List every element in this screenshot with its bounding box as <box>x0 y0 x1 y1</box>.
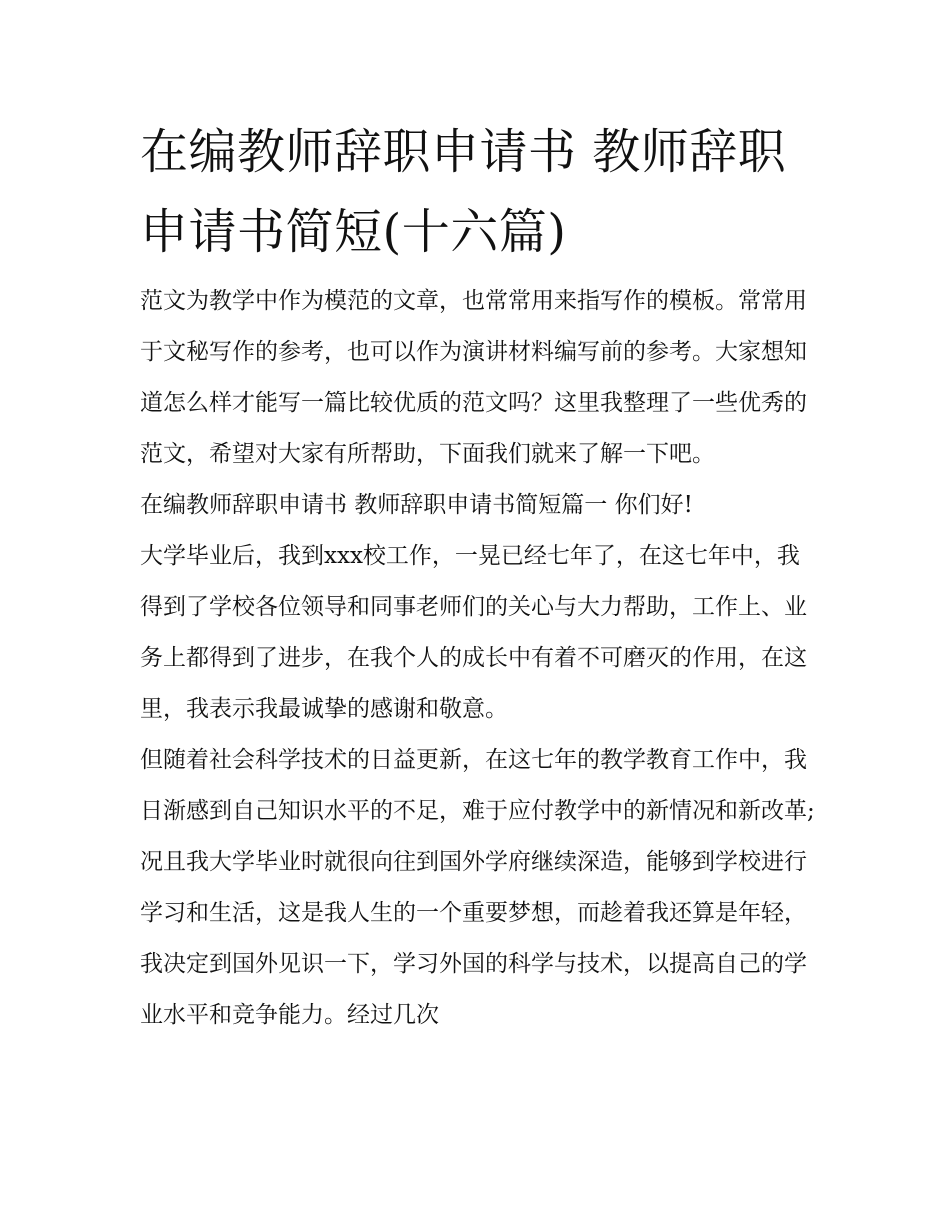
intro-paragraph: 范文为教学中作为模范的文章，也常常用来指写作的模板。常常用于文秘写作的参考，也可以作为演讲材料编写前的参考。大家想知道怎么样才能写一篇比较优质的范文吗？这里我整理了一些优秀的范文，希望对大家有所帮助，下面我们就来了解一下吧。 <box>140 288 807 467</box>
body-paragraph: 但随着社会科学技术的日益更新，在这七年的教学教育工作中，我日渐感到自己知识水平的不足，难于应付教学中的新情况和新改革;况且我大学毕业时就很向往到国外学府继续深造，能够到学校进行学习和生活，这是我人生的一个重要梦想，而趁着我还算是年轻，我决定到国外见识一下，学习外国的科学与技术，以提高自己的学业水平和竞争能力。经过几次 <box>140 747 815 1028</box>
document-title: 在编教师辞职申请书 教师辞职申请书简短(十六篇) <box>140 124 787 260</box>
body-paragraph: 大学毕业后，我到xxx校工作，一晃已经七年了，在这七年中，我得到了学校各位领导和同事老师们的关心与大力帮助，工作上、业务上都得到了进步，在我个人的成长中有着不可磨灭的作用，在这里，我表示我最诚挚的感谢和敬意。 <box>140 543 807 722</box>
document-body <box>140 276 820 1041</box>
section-heading-greeting: 在编教师辞职申请书 教师辞职申请书简短篇一 你们好! <box>140 492 693 518</box>
